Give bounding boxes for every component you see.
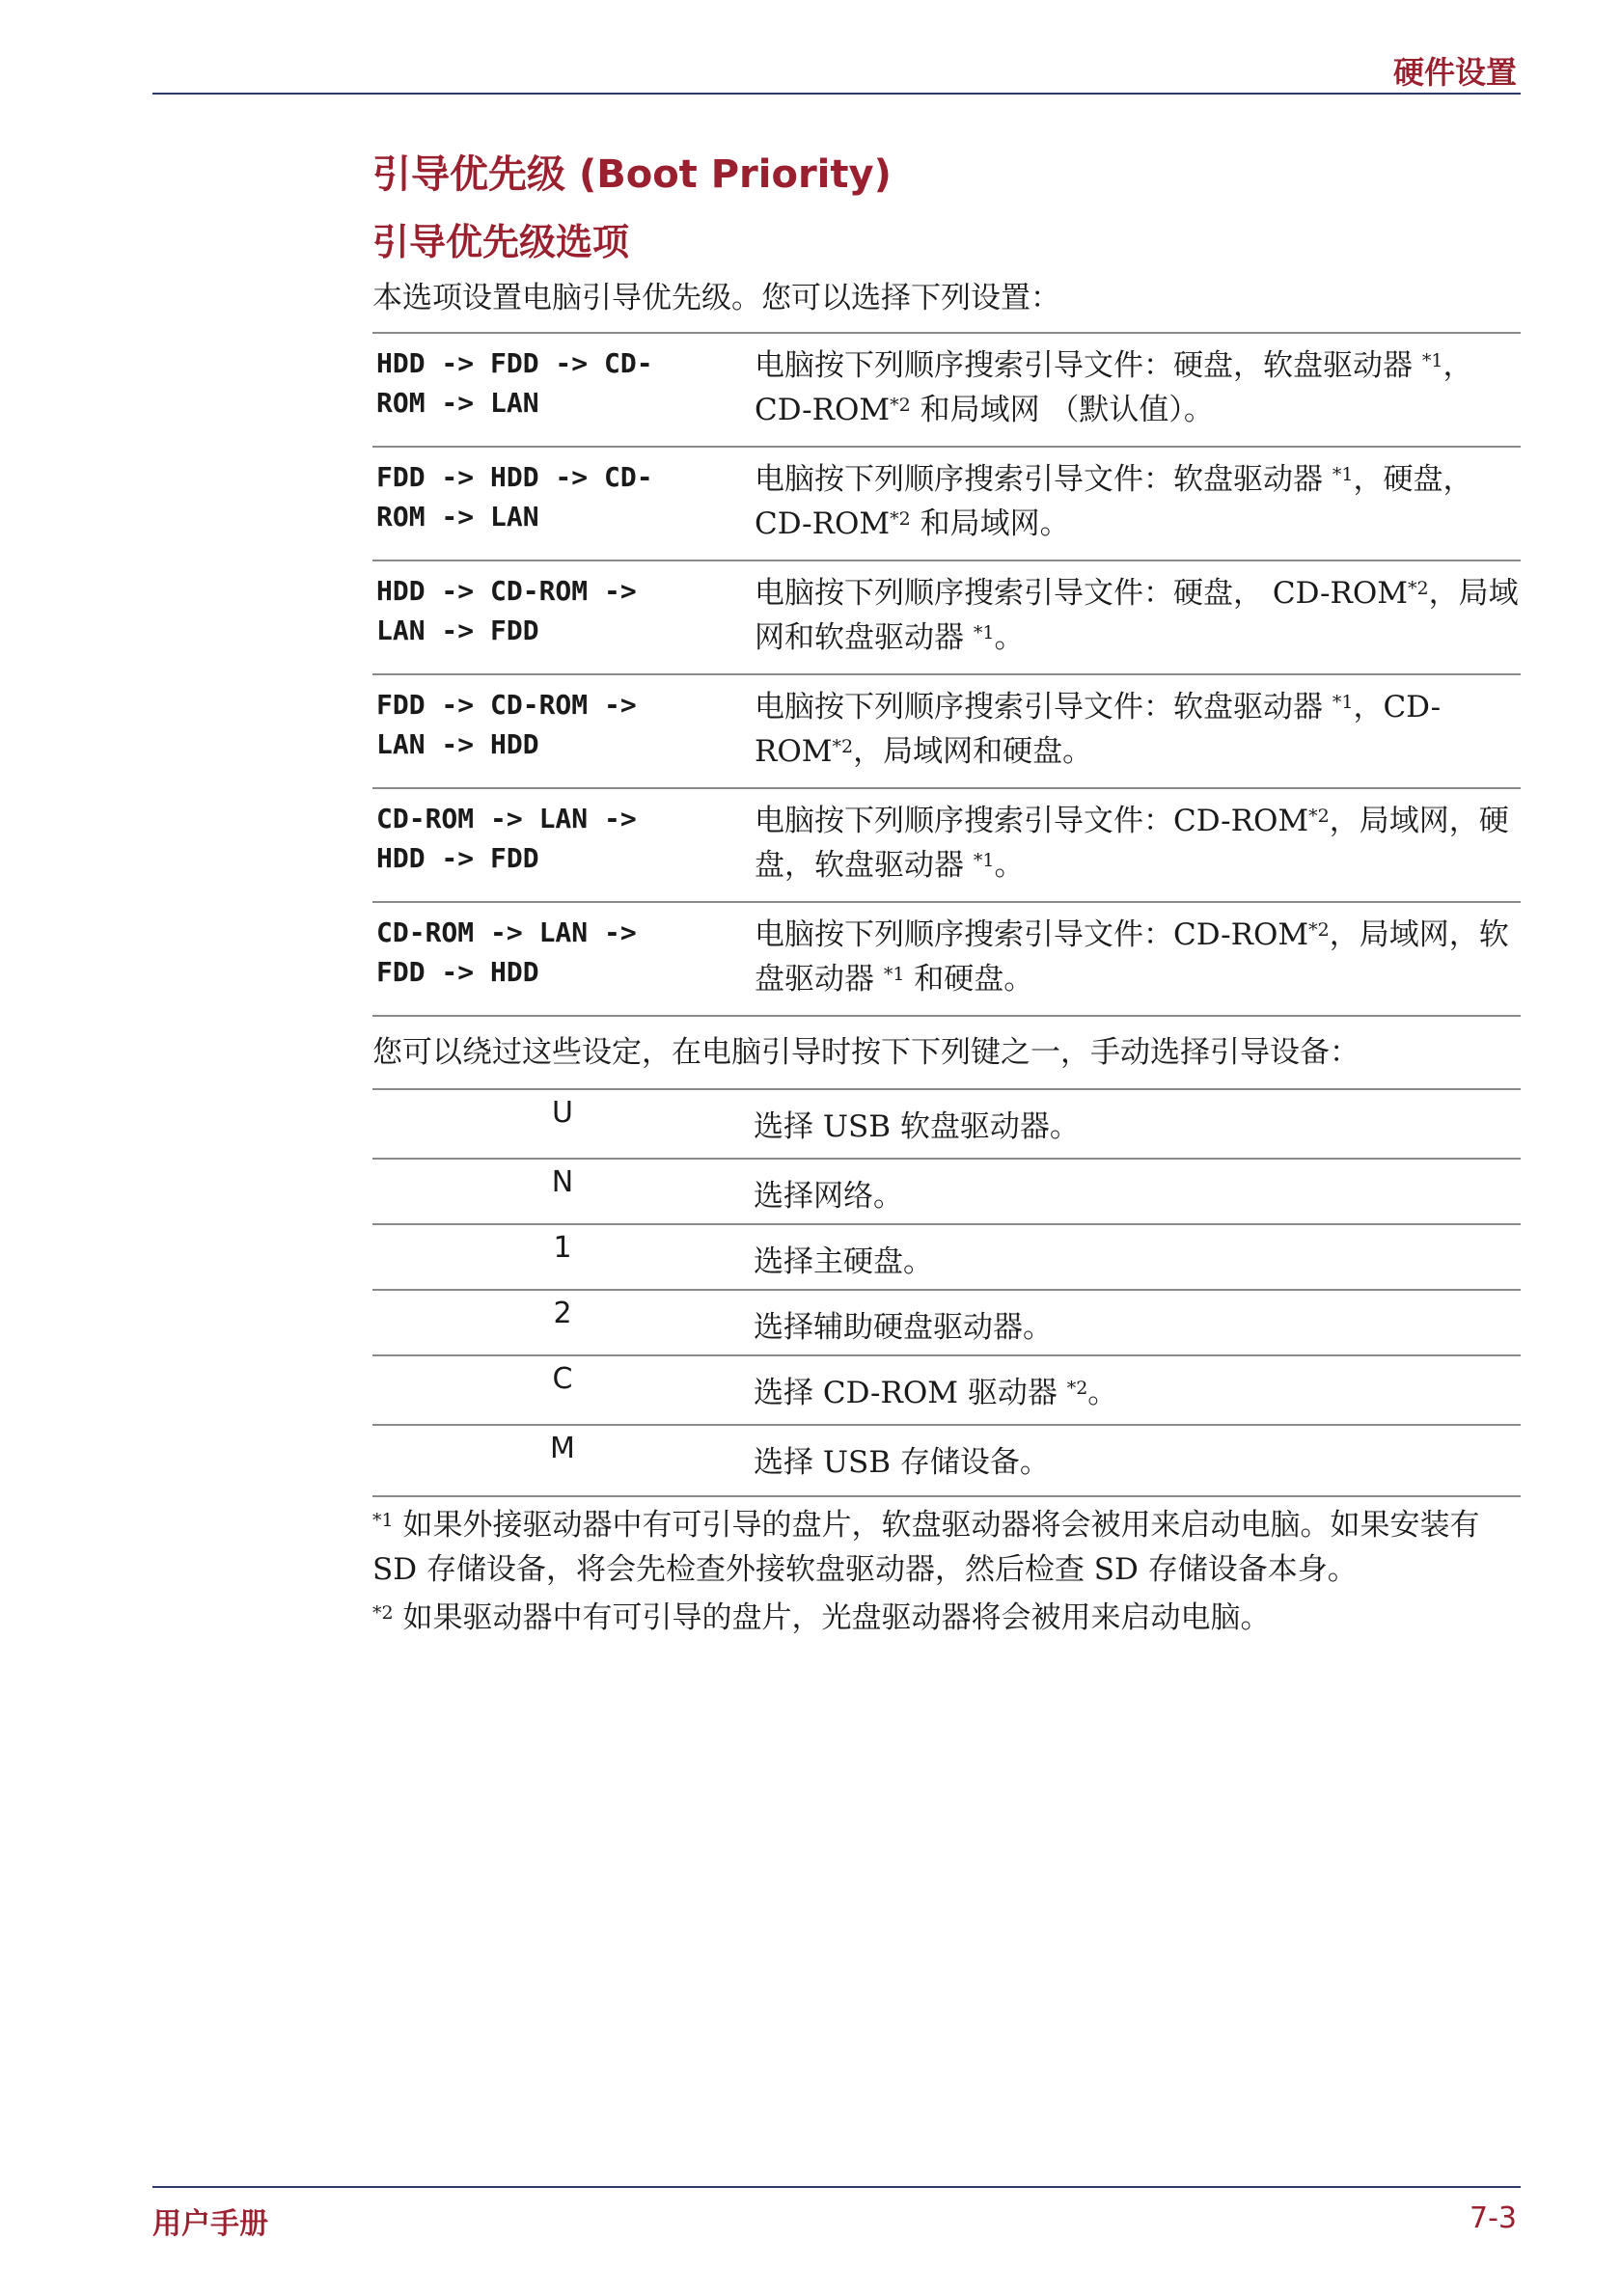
subsection-title: 引导优先级选项 [372,220,630,263]
page-content [372,145,1521,1644]
section-title [372,145,1521,205]
boot-order: CD-ROM -> LAN -> FDD -> HDD [376,916,637,988]
boot-key-description: 选择 USB 存储设备。 [754,1445,1050,1480]
boot-key-description: 选择 CD-ROM 驱动器 $^{*2}$。 [754,1376,1118,1410]
table-row [372,788,1521,902]
boot-order-description: 电脑按下列顺序搜索引导文件：硬盘，软盘驱动器 $^{*1}$， CD-ROM$^{*2}$ 和局域网 （默认值）。 [755,348,1473,427]
table-row [372,1425,1521,1496]
table-row [372,1355,1521,1425]
boot-key: M [550,1432,575,1465]
boot-key: 2 [553,1297,572,1330]
section-title-zh: 引导优先级 [372,152,565,197]
boot-key-table [372,1088,1521,1497]
footnotes [372,1503,1521,1640]
footnote: $^{*2}$ 如果驱动器中有可引导的盘片，光盘驱动器将会被用来启动电脑。 [372,1600,1271,1635]
section-title-en: (Boot Priority) [578,152,892,197]
boot-key-description: 选择网络。 [754,1179,903,1214]
table-row [372,1224,1521,1290]
boot-order-description: 电脑按下列顺序搜索引导文件：CD-ROM$^{*2}$，局域网，软盘驱动器 $^{*1}$ 和硬盘。 [755,917,1509,997]
table-row [372,1290,1521,1355]
intro-text: 本选项设置电脑引导优先级。您可以选择下列设置： [372,281,1060,315]
page-number: 7-3 [1470,2201,1517,2235]
footer-rule [152,2186,1521,2188]
boot-order: FDD -> CD-ROM -> LAN -> HDD [376,689,637,760]
boot-key-description: 选择主硬盘。 [754,1244,933,1279]
boot-order: HDD -> FDD -> CD- ROM -> LAN [376,347,653,419]
table-row [372,333,1521,447]
boot-order-description: 电脑按下列顺序搜索引导文件：硬盘， CD-ROM$^{*2}$，局域网和软盘驱动器 $^{*1}$。 [755,576,1519,655]
boot-key: 1 [553,1231,572,1265]
header-rule [152,93,1521,95]
boot-key-description: 选择辅助硬盘驱动器。 [754,1310,1053,1345]
table-row [372,560,1521,674]
footer-manual-title: 用户手册 [152,2207,268,2241]
running-header: 硬件设置 [1392,54,1517,91]
boot-order-description: 电脑按下列顺序搜索引导文件：软盘驱动器 $^{*1}$，CD-ROM$^{*2}$，局域网和硬盘。 [755,690,1442,769]
boot-key: N [551,1165,574,1199]
boot-key: C [552,1362,573,1396]
table-row [372,447,1521,560]
table-row [372,902,1521,1016]
boot-order: HDD -> CD-ROM -> LAN -> FDD [376,575,637,646]
boot-order: FDD -> HDD -> CD- ROM -> LAN [376,461,653,533]
override-instruction: 您可以绕过这些设定，在电脑引导时按下下列键之一，手动选择引导设备： [372,1035,1360,1070]
table-row [372,1159,1521,1224]
boot-order: CD-ROM -> LAN -> HDD -> FDD [376,803,637,874]
boot-order-description: 电脑按下列顺序搜索引导文件：CD-ROM$^{*2}$，局域网，硬盘，软盘驱动器 $^{*1}$。 [755,804,1509,883]
boot-key-description: 选择 USB 软盘驱动器。 [754,1109,1080,1144]
boot-key: U [552,1096,573,1130]
boot-order-table [372,332,1521,1017]
table-row [372,1089,1521,1159]
footnote: $^{*1}$ 如果外接驱动器中有可引导的盘片，软盘驱动器将会被用来启动电脑。如果安装有 SD 存储设备，将会先检查外接软盘驱动器，然后检查 SD 存储设备本身。 [372,1508,1480,1587]
boot-order-description: 电脑按下列顺序搜索引导文件：软盘驱动器 $^{*1}$，硬盘， CD-ROM$^{*2}$ 和局域网。 [755,462,1473,541]
table-row [372,674,1521,788]
